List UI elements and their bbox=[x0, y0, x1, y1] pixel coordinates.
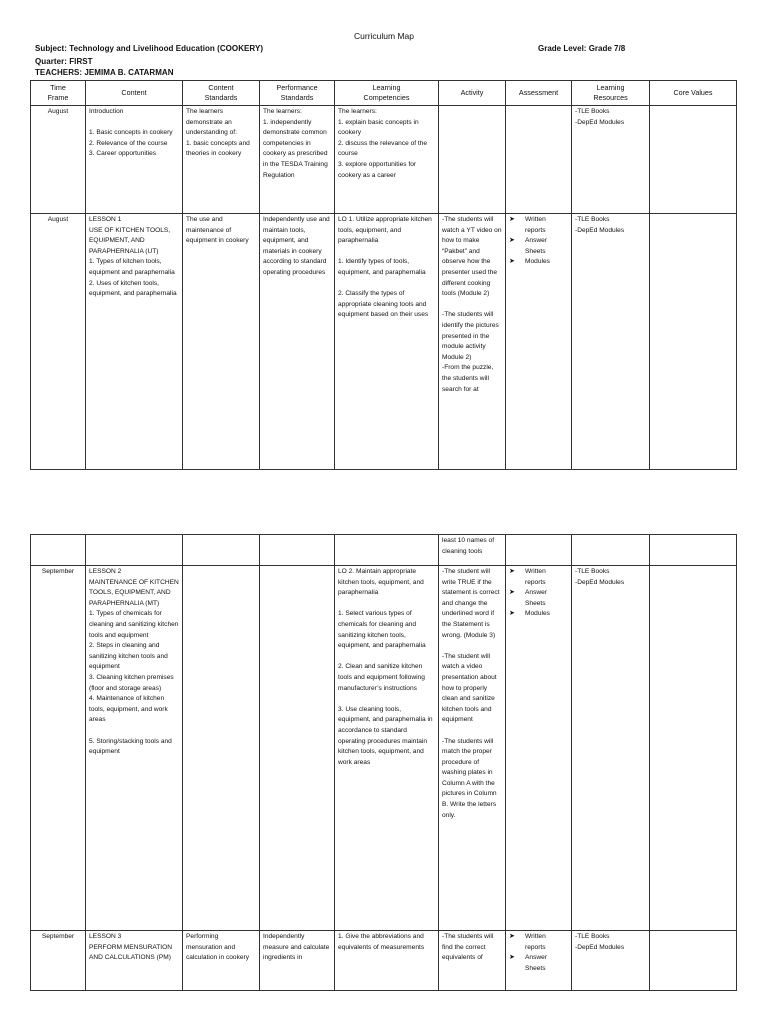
assessment-list bbox=[509, 932, 568, 974]
resources-cell bbox=[572, 535, 650, 566]
table-row bbox=[31, 931, 737, 991]
competencies-cell: 1. Give the abbreviations and equivalents of measurements bbox=[335, 931, 439, 991]
grade-level: Grade Level: Grade 7/8 bbox=[538, 44, 626, 53]
table-row bbox=[31, 535, 737, 566]
arrow-bullet-icon: ➤ bbox=[509, 933, 515, 940]
col-core-values: Core Values bbox=[650, 81, 737, 106]
list-item: ➤ Written reports bbox=[509, 933, 546, 951]
time-frame-cell: September bbox=[31, 931, 86, 991]
subject-line: Subject: Technology and Livelihood Education (COOKERY) bbox=[35, 44, 264, 53]
assessment-list bbox=[509, 567, 568, 620]
performance-standards-cell bbox=[260, 535, 335, 566]
teachers-line: TEACHERS: JEMIMA B. CATARMAN bbox=[35, 68, 174, 77]
arrow-bullet-icon: ➤ bbox=[509, 610, 515, 618]
col-learning-resources: Learning Resources bbox=[572, 81, 650, 106]
col-assessment: Assessment bbox=[506, 81, 572, 106]
content-cell bbox=[86, 535, 183, 566]
assessment-cell bbox=[506, 566, 572, 931]
list-item: ➤ Modules bbox=[509, 609, 568, 620]
assessment-cell bbox=[506, 214, 572, 470]
competencies-cell: The learners: 1. explain basic concepts in cookery 2. discuss the relevance of the course 3. explore opportunities for cookery as a career bbox=[335, 106, 439, 214]
time-frame-cell bbox=[31, 535, 86, 566]
page-gap bbox=[0, 478, 768, 524]
arrow-bullet-icon: ➤ bbox=[509, 589, 515, 597]
core-values-cell bbox=[650, 931, 737, 991]
col-performance-standards: Performance Standards bbox=[260, 81, 335, 106]
resources-cell: -TLE Books -DepEd Modules bbox=[572, 214, 650, 470]
list-item: ➤ Modules bbox=[509, 257, 568, 268]
time-frame-cell: September bbox=[31, 566, 86, 931]
list-item: ➤ Written reports bbox=[509, 568, 546, 586]
resources-cell: -TLE Books -DepEd Modules bbox=[572, 931, 650, 991]
table-row bbox=[31, 214, 737, 470]
col-content-standards: Content Standards bbox=[183, 81, 260, 106]
performance-standards-cell: The learners: 1. independently demonstrate common competencies in cookery as prescribed in the TESDA Training Regulation bbox=[260, 106, 335, 214]
content-standards-cell bbox=[183, 566, 260, 931]
time-frame-cell: August bbox=[31, 214, 86, 470]
content-standards-cell: The use and maintenance of equipment in cookery bbox=[183, 214, 260, 470]
competencies-cell bbox=[335, 535, 439, 566]
assessment-list bbox=[509, 215, 568, 268]
competencies-cell: LO 1. Utilize appropriate kitchen tools, equipment, and paraphernalia 1. Identify types of tools, equipment, and paraphernalia 2. Classify the types of appropriate cleaning tools and equipment based on their uses bbox=[335, 214, 439, 470]
assessment-cell bbox=[506, 106, 572, 214]
core-values-cell bbox=[650, 566, 737, 931]
arrow-bullet-icon: ➤ bbox=[509, 568, 515, 575]
assessment-cell bbox=[506, 535, 572, 566]
list-item: ➤ Written reports bbox=[509, 216, 546, 234]
col-activity: Activity bbox=[439, 81, 506, 106]
col-content: Content bbox=[86, 81, 183, 106]
content-standards-cell bbox=[183, 535, 260, 566]
performance-standards-cell: Independently use and maintain tools, equipment, and materials in cookery according to standard operating procedures bbox=[260, 214, 335, 470]
core-values-cell bbox=[650, 106, 737, 214]
table-row bbox=[31, 106, 737, 214]
col-learning-competencies: Learning Competencies bbox=[335, 81, 439, 106]
activity-cell: -The student will write TRUE if the statement is correct and change the underlined word if the Statement is wrong. (Module 3) -The student will watch a video presentation about how to properly clean and sanitize kitchen tools and equipment -The students will match the proper procedure of washing plates in Column A with the pictures in Column B. Write the letters only. bbox=[439, 566, 506, 931]
curriculum-table bbox=[30, 80, 737, 470]
assessment-cell bbox=[506, 931, 572, 991]
activity-cell: -The students will watch a YT video on how to make “Pakbet” and observe how the presenter used the different cooking tools (Module 2) -The students will identify the pictures presented in the module activity Module 2) -From the puzzle, the students will search for at bbox=[439, 214, 506, 470]
performance-standards-cell: Independently measure and calculate ingredients in bbox=[260, 931, 335, 991]
page-2 bbox=[0, 524, 768, 1024]
content-cell: LESSON 1 USE OF KITCHEN TOOLS, EQUIPMENT, AND PARAPHERNALIA (UT) 1. Types of kitchen tools, equipment and paraphernalia 2. Uses of kitchen tools, equipment, and paraphernalia bbox=[86, 214, 183, 470]
core-values-cell bbox=[650, 535, 737, 566]
competencies-cell: LO 2. Maintain appropriate kitchen tools, equipment, and paraphernalia 1. Select various types of chemicals for cleaning and sanitizing kitchen tools, equipment, and paraphernalia 2. Clean and sanitize kitchen tools and equipment following manufacturer’s instructions 3. Use cleaning tools, equipment, and paraphernalia in accordance to standard operating procedures maintain kitchen tools, equipment, and work areas bbox=[335, 566, 439, 931]
core-values-cell bbox=[650, 214, 737, 470]
content-cell: Introduction 1. Basic concepts in cookery 2. Relevance of the course 3. Career opportunities bbox=[86, 106, 183, 214]
table-row bbox=[31, 566, 737, 931]
document-title: Curriculum Map bbox=[354, 31, 414, 41]
content-cell: LESSON 3 PERFORM MENSURATION AND CALCULATIONS (PM) bbox=[86, 931, 183, 991]
header-row bbox=[31, 81, 737, 106]
arrow-bullet-icon: ➤ bbox=[509, 258, 515, 266]
arrow-bullet-icon: ➤ bbox=[509, 237, 515, 245]
curriculum-table-continued bbox=[30, 534, 737, 991]
col-time-frame: Time Frame bbox=[31, 81, 86, 106]
content-cell: LESSON 2 MAINTENANCE OF KITCHEN TOOLS, EQUIPMENT, AND PARAPHERNALIA (MT) 1. Types of chemicals for cleaning and sanitizing kitchen tools and equipment 2. Steps in cleaning and sanitizing kitchen tools and equipment 3. Cleaning kitchen premises (floor and storage areas) 4. Maintenance of kitchen tools, equipment, and work areas 5. Storing/stacking tools and equipment bbox=[86, 566, 183, 931]
arrow-bullet-icon: ➤ bbox=[509, 216, 515, 223]
page-1 bbox=[0, 0, 768, 478]
list-item: ➤ Answer Sheets bbox=[509, 954, 547, 972]
activity-cell: -The students will find the correct equivalents of bbox=[439, 931, 506, 991]
arrow-bullet-icon: ➤ bbox=[509, 954, 515, 962]
resources-cell: -TLE Books -DepEd Modules bbox=[572, 106, 650, 214]
content-standards-cell: Performing mensuration and calculation in cookery bbox=[183, 931, 260, 991]
resources-cell: -TLE Books -DepEd Modules bbox=[572, 566, 650, 931]
activity-cell bbox=[439, 106, 506, 214]
activity-cell: least 10 names of cleaning tools bbox=[439, 535, 506, 566]
time-frame-cell: August bbox=[31, 106, 86, 214]
content-standards-cell: The learners demonstrate an understanding of: 1. basic concepts and theories in cookery bbox=[183, 106, 260, 214]
quarter-line: Quarter: FIRST bbox=[35, 57, 93, 66]
list-item: ➤ Answer Sheets bbox=[509, 589, 547, 607]
list-item: ➤ Answer Sheets bbox=[509, 237, 547, 255]
performance-standards-cell bbox=[260, 566, 335, 931]
